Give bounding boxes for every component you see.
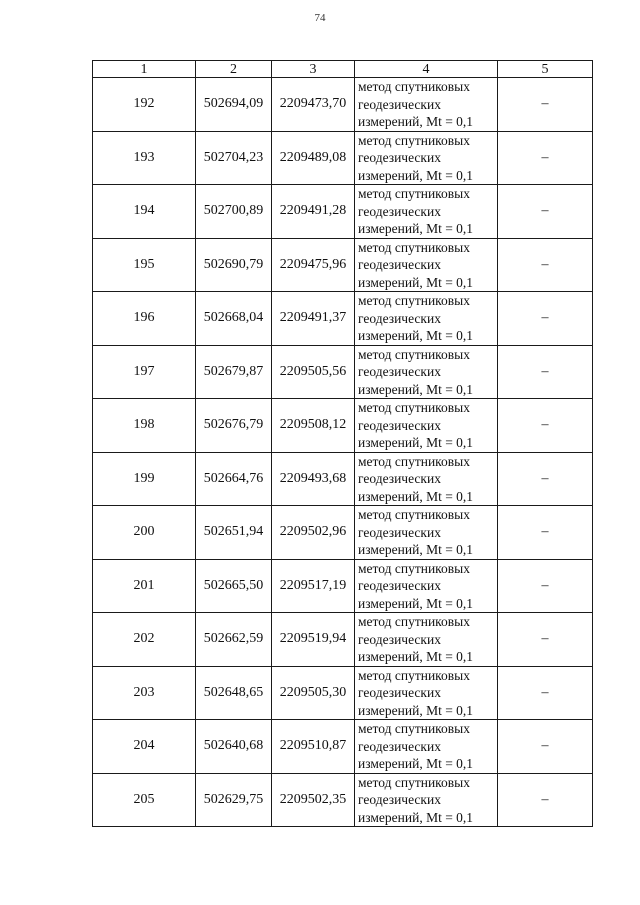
method-line: геодезических [358, 524, 441, 540]
method-line: геодезических [358, 203, 441, 219]
coordinate-y-cell: 2209505,30 [272, 666, 355, 720]
method-line: геодезических [358, 792, 441, 807]
point-number-cell: 193 [93, 131, 196, 185]
method-line: геодезических [358, 257, 441, 272]
coordinate-y-cell: 2209491,28 [272, 185, 355, 239]
method-cell [355, 666, 498, 720]
method-line: метод спутниковых [358, 721, 470, 736]
method-line: геодезических [358, 578, 441, 593]
method-line: метод спутниковых [358, 507, 470, 522]
method-line: метод спутниковых [358, 79, 470, 94]
method-cell [355, 292, 498, 346]
method-line: метод спутниковых [358, 239, 470, 255]
method-line: измерений, Mt = 0,1 [358, 488, 474, 504]
method-line: метод спутниковых [358, 346, 470, 362]
method-line: измерений, Mt = 0,1 [358, 381, 474, 397]
note-cell: – [498, 773, 593, 827]
point-number-cell: 194 [93, 185, 196, 239]
method-line: измерений, Mt = 0,1 [358, 649, 474, 664]
table-header [93, 61, 593, 78]
method-cell [355, 131, 498, 185]
point-number-cell: 195 [93, 238, 196, 292]
point-number-cell: 197 [93, 345, 196, 399]
method-line: метод спутниковых [358, 614, 470, 629]
coordinate-y-cell: 2209519,94 [272, 613, 355, 667]
point-number-cell: 201 [93, 559, 196, 613]
coordinate-y-cell: 2209493,68 [272, 452, 355, 506]
coordinate-y-cell: 2209491,37 [272, 292, 355, 346]
table-row [93, 292, 593, 346]
method-line: измерений, Mt = 0,1 [358, 809, 474, 825]
coordinate-x-cell: 502648,65 [196, 666, 272, 720]
table-row [93, 131, 593, 185]
point-number-cell: 192 [93, 78, 196, 132]
point-number-cell: 200 [93, 506, 196, 560]
table-row [93, 773, 593, 827]
column-header-5: 5 [498, 61, 593, 78]
column-header-3: 3 [272, 61, 355, 78]
note-cell: – [498, 666, 593, 720]
table-row [93, 452, 593, 506]
point-number-cell: 202 [93, 613, 196, 667]
method-line: измерений, Mt = 0,1 [358, 167, 474, 183]
method-line: метод спутниковых [358, 293, 470, 308]
method-line: измерений, Mt = 0,1 [358, 756, 474, 771]
table-row [93, 238, 593, 292]
table-row [93, 613, 593, 667]
coordinate-y-cell: 2209510,87 [272, 720, 355, 774]
point-number-cell: 204 [93, 720, 196, 774]
coordinate-x-cell: 502679,87 [196, 345, 272, 399]
method-cell [355, 720, 498, 774]
coordinate-x-cell: 502668,04 [196, 292, 272, 346]
note-cell: – [498, 345, 593, 399]
method-cell [355, 773, 498, 827]
method-cell [355, 238, 498, 292]
table-row [93, 399, 593, 453]
method-line: геодезических [358, 738, 441, 754]
method-line: геодезических [358, 685, 441, 700]
method-line: измерений, Mt = 0,1 [358, 542, 474, 557]
point-number-cell: 205 [93, 773, 196, 827]
method-line: метод спутниковых [358, 186, 470, 201]
note-cell: – [498, 185, 593, 239]
note-cell: – [498, 452, 593, 506]
method-line: измерений, Mt = 0,1 [358, 702, 474, 718]
note-cell: – [498, 238, 593, 292]
method-cell [355, 506, 498, 560]
table-row [93, 185, 593, 239]
method-line: метод спутниковых [358, 400, 470, 415]
coordinate-y-cell: 2209502,35 [272, 773, 355, 827]
coordinate-x-cell: 502694,09 [196, 78, 272, 132]
point-number-cell: 198 [93, 399, 196, 453]
method-line: метод спутниковых [358, 132, 470, 148]
page-number: 74 [314, 12, 326, 24]
method-line: геодезических [358, 364, 441, 379]
method-line: метод спутниковых [358, 560, 470, 576]
point-number-cell: 203 [93, 666, 196, 720]
note-cell: – [498, 399, 593, 453]
table-row [93, 666, 593, 720]
method-line: геодезических [358, 310, 441, 326]
column-header-1: 1 [93, 61, 196, 78]
coordinate-x-cell: 502664,76 [196, 452, 272, 506]
coordinate-x-cell: 502665,50 [196, 559, 272, 613]
method-line: геодезических [358, 96, 441, 112]
method-line: измерений, Mt = 0,1 [358, 114, 474, 129]
method-cell [355, 559, 498, 613]
coordinate-x-cell: 502662,59 [196, 613, 272, 667]
method-cell [355, 613, 498, 667]
coordinate-y-cell: 2209517,19 [272, 559, 355, 613]
header-row [93, 61, 593, 78]
note-cell: – [498, 506, 593, 560]
method-line: геодезических [358, 631, 441, 647]
method-line: измерений, Mt = 0,1 [358, 435, 474, 450]
method-line: измерений, Mt = 0,1 [358, 274, 474, 290]
coordinate-x-cell: 502640,68 [196, 720, 272, 774]
coordinate-y-cell: 2209505,56 [272, 345, 355, 399]
note-cell: – [498, 131, 593, 185]
column-header-4: 4 [355, 61, 498, 78]
method-cell [355, 399, 498, 453]
method-cell [355, 185, 498, 239]
coordinate-x-cell: 502690,79 [196, 238, 272, 292]
method-line: геодезических [358, 471, 441, 486]
table-row [93, 559, 593, 613]
table-row [93, 506, 593, 560]
note-cell: – [498, 78, 593, 132]
coordinate-y-cell: 2209489,08 [272, 131, 355, 185]
method-cell [355, 452, 498, 506]
coordinate-y-cell: 2209473,70 [272, 78, 355, 132]
coordinate-x-cell: 502704,23 [196, 131, 272, 185]
point-number-cell: 196 [93, 292, 196, 346]
coordinates-table [92, 60, 593, 827]
coordinate-y-cell: 2209508,12 [272, 399, 355, 453]
method-line: измерений, Mt = 0,1 [358, 595, 474, 611]
table-row [93, 345, 593, 399]
coordinate-x-cell: 502700,89 [196, 185, 272, 239]
coordinate-x-cell: 502676,79 [196, 399, 272, 453]
method-line: измерений, Mt = 0,1 [358, 328, 474, 343]
method-cell [355, 78, 498, 132]
note-cell: – [498, 720, 593, 774]
note-cell: – [498, 613, 593, 667]
note-cell: – [498, 292, 593, 346]
table-body [93, 78, 593, 827]
coordinate-x-cell: 502629,75 [196, 773, 272, 827]
point-number-cell: 199 [93, 452, 196, 506]
coordinate-y-cell: 2209502,96 [272, 506, 355, 560]
method-line: геодезических [358, 417, 441, 433]
method-line: метод спутниковых [358, 453, 470, 469]
coordinate-y-cell: 2209475,96 [272, 238, 355, 292]
note-cell: – [498, 559, 593, 613]
method-line: геодезических [358, 150, 441, 165]
column-header-2: 2 [196, 61, 272, 78]
table-row [93, 720, 593, 774]
method-line: метод спутниковых [358, 667, 470, 683]
method-line: измерений, Mt = 0,1 [358, 221, 474, 236]
method-cell [355, 345, 498, 399]
method-line: метод спутниковых [358, 774, 470, 790]
coordinate-x-cell: 502651,94 [196, 506, 272, 560]
table-row [93, 78, 593, 132]
